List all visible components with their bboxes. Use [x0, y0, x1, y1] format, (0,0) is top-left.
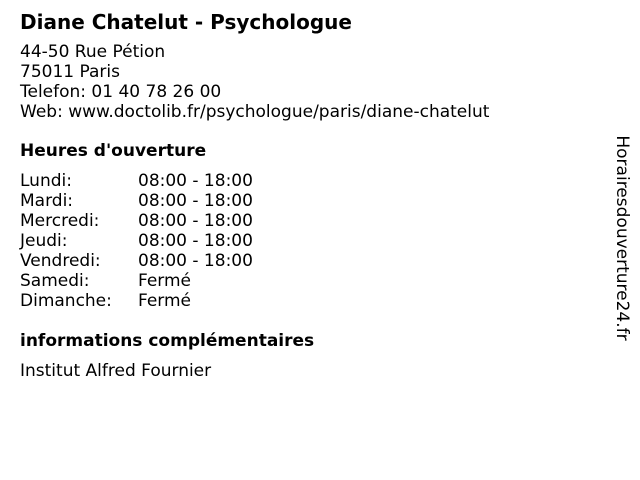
hours-value: 08:00 - 18:00	[138, 191, 253, 211]
address-block	[20, 42, 600, 122]
day-label: Mercredi:	[20, 211, 100, 231]
additional-info-text: Institut Alfred Fournier	[20, 361, 212, 381]
postal-city: 75011 Paris	[20, 62, 120, 82]
hours-value: 08:00 - 18:00	[138, 251, 253, 271]
street-address: 44-50 Rue Pétion	[20, 42, 166, 62]
hours-row-thursday	[20, 231, 600, 251]
website-url: Web: www.doctolib.fr/psychologue/paris/diane-chatelut	[20, 102, 490, 122]
opening-hours-heading: Heures d'ouverture	[20, 141, 207, 161]
additional-info-heading: informations complémentaires	[20, 331, 315, 351]
hours-row-wednesday	[20, 211, 600, 231]
site-watermark: Horairesdouverture24.fr	[612, 135, 632, 341]
day-label: Samedi:	[20, 271, 90, 291]
day-label: Mardi:	[20, 191, 74, 211]
day-label: Vendredi:	[20, 251, 101, 271]
hours-value: 08:00 - 18:00	[138, 231, 253, 251]
hours-row-friday	[20, 251, 600, 271]
hours-row-saturday	[20, 271, 600, 291]
hours-value: Fermé	[138, 291, 192, 311]
page-title: Diane Chatelut - Psychologue	[20, 10, 352, 34]
hours-value: Fermé	[138, 271, 192, 291]
phone-number: Telefon: 01 40 78 26 00	[20, 82, 222, 102]
listing-card	[20, 10, 600, 381]
opening-hours-table	[20, 171, 600, 311]
hours-value: 08:00 - 18:00	[138, 211, 253, 231]
hours-row-monday	[20, 171, 600, 191]
day-label: Dimanche:	[20, 291, 112, 311]
day-label: Lundi:	[20, 171, 72, 191]
hours-row-tuesday	[20, 191, 600, 211]
hours-value: 08:00 - 18:00	[138, 171, 253, 191]
day-label: Jeudi:	[20, 231, 68, 251]
hours-row-sunday	[20, 291, 600, 311]
